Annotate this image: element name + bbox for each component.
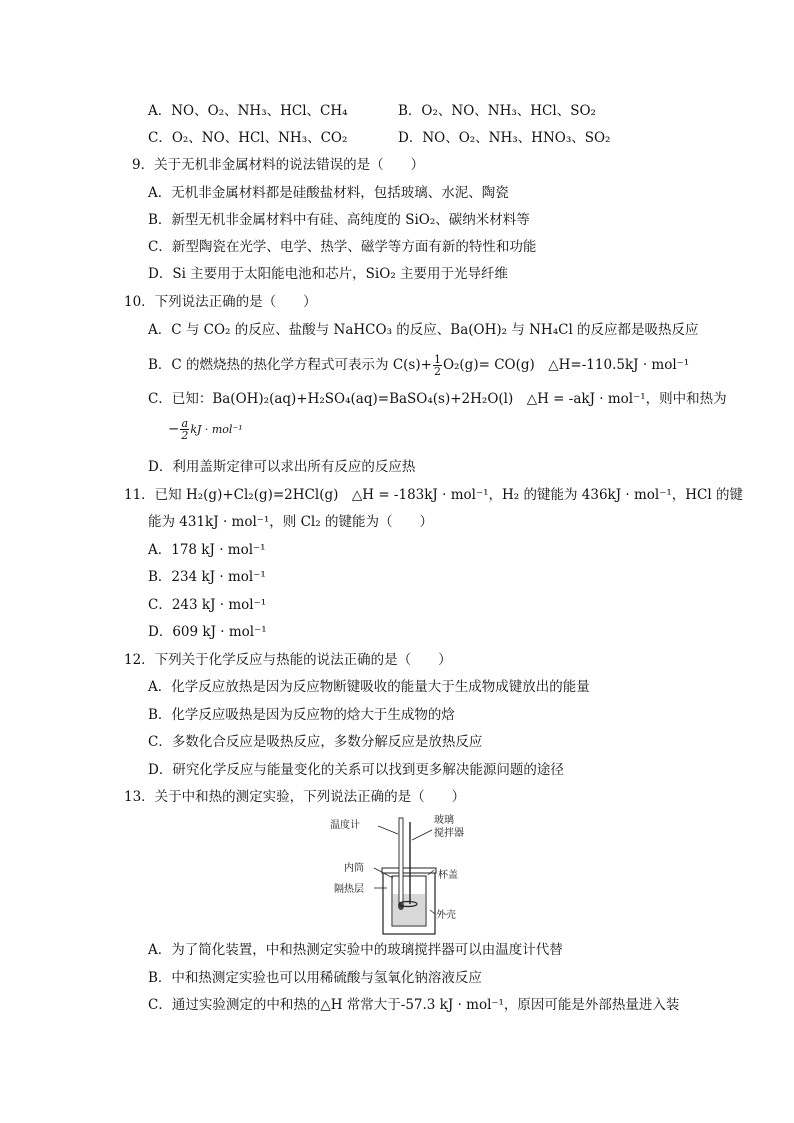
q12-option-a[interactable]: A．化学反应放热是因为反应物断键吸收的能量大于生成物成键放出的能量	[148, 679, 590, 695]
q8-option-c[interactable]: C．O₂、NO、HCl、NH₃、CO₂	[148, 130, 348, 146]
q10-option-c-fraction: $\frac{a}{2}$	[181, 417, 189, 442]
label-inner-cup: 内筒	[344, 863, 364, 874]
q10-option-b[interactable]	[148, 354, 689, 377]
label-stirrer-1: 玻璃	[434, 815, 454, 826]
q12-option-d[interactable]: D．研究化学反应与能量变化的关系可以找到更多解决能源问题的途径	[148, 762, 564, 778]
q10-option-c-sign: −	[168, 421, 180, 437]
q10-stem: 10．下列说法正确的是（ ）	[124, 294, 317, 310]
q9-option-a[interactable]: A．无机非金属材料都是硅酸盐材料，包括玻璃、水泥、陶瓷	[148, 185, 509, 201]
label-thermometer: 温度计	[330, 820, 360, 831]
q11-option-d[interactable]: D．609 kJ · mol⁻¹	[148, 624, 267, 640]
q12-option-b[interactable]: B．化学反应吸热是因为反应物的焓大于生成物的焓	[148, 707, 455, 723]
q11-stem-line2: 能为 431kJ · mol⁻¹，则 Cl₂ 的键能为（ ）	[148, 514, 433, 530]
q9-option-d[interactable]: D．Si 主要用于太阳能电池和芯片，SiO₂ 主要用于光导纤维	[148, 266, 509, 282]
thermometer	[399, 818, 403, 904]
q12-option-c[interactable]: C．多数化合反应是吸热反应，多数分解反应是放热反应	[148, 734, 483, 750]
q13-option-a[interactable]: A．为了简化装置，中和热测定实验中的玻璃搅拌器可以由温度计代替	[148, 942, 563, 958]
q9-option-c[interactable]: C．新型陶瓷在光学、电学、热学、磁学等方面有新的特性和功能	[148, 239, 537, 255]
calorimeter-diagram	[330, 812, 470, 936]
q11-option-b[interactable]: B．234 kJ · mol⁻¹	[148, 569, 266, 585]
label-stirrer-2: 搅拌器	[434, 828, 464, 839]
q11-stem-line1: 11．已知 H₂(g)+Cl₂(g)=2HCl(g) △H = -183kJ · mol⁻¹，H₂ 的键能为 436kJ · mol⁻¹，HCl 的键	[124, 487, 743, 503]
q10-option-c-line1[interactable]: C．已知：Ba(OH)₂(aq)+H₂SO₄(aq)=BaSO₄(s)+2H₂O(l) △H = -akJ · mol⁻¹，则中和热为	[148, 391, 727, 407]
q11-option-a[interactable]: A．178 kJ · mol⁻¹	[148, 542, 266, 558]
q12-stem: 12．下列关于化学反应与热能的说法正确的是（ ）	[124, 652, 452, 668]
q10-option-c-unit: kJ · mol⁻¹	[190, 423, 243, 436]
label-insulation: 隔热层	[334, 884, 364, 895]
q10-option-c-line2	[168, 418, 243, 441]
q10-option-b-suffix: O₂(g)= CO(g) △H=-110.5kJ · mol⁻¹	[442, 357, 690, 373]
q10-option-b-prefix: B．C 的燃烧热的热化学方程式可表示为 C(s)+	[148, 357, 432, 373]
q9-stem: 9．关于无机非金属材料的说法错误的是（ ）	[132, 157, 425, 173]
liquid	[393, 894, 425, 925]
q8-option-a[interactable]: A．NO、O₂、NH₃、HCl、CH₄	[148, 103, 348, 119]
q13-option-c[interactable]: C．通过实验测定的中和热的△H 常常大于-57.3 kJ · mol⁻¹，原因可能是外部热量进入装	[148, 997, 680, 1013]
q11-option-c[interactable]: C．243 kJ · mol⁻¹	[148, 597, 267, 613]
label-lid: 杯盖	[438, 870, 458, 881]
cup-lid	[382, 868, 436, 873]
q10-option-b-fraction: $\frac{1}{2}$	[433, 353, 441, 378]
q13-option-b[interactable]: B．中和热测定实验也可以用稀硫酸与氢氧化钠溶液反应	[148, 970, 482, 986]
q8-option-d[interactable]: D．NO、O₂、NH₃、HNO₃、SO₂	[398, 130, 611, 146]
q10-option-d[interactable]: D．利用盖斯定律可以求出所有反应的反应热	[148, 459, 416, 475]
q13-stem: 13．关于中和热的测定实验，下列说法正确的是（ ）	[124, 789, 466, 805]
label-shell: 外壳	[436, 910, 456, 921]
q10-option-a[interactable]: A．C 与 CO₂ 的反应、盐酸与 NaHCO₃ 的反应、Ba(OH)₂ 与 NH₄Cl 的反应都是吸热反应	[148, 322, 699, 338]
q8-option-b[interactable]: B．O₂、NO、NH₃、HCl、SO₂	[398, 103, 596, 119]
q9-option-b[interactable]: B．新型无机非金属材料中有硅、高纯度的 SiO₂、碳纳米材料等	[148, 212, 530, 228]
